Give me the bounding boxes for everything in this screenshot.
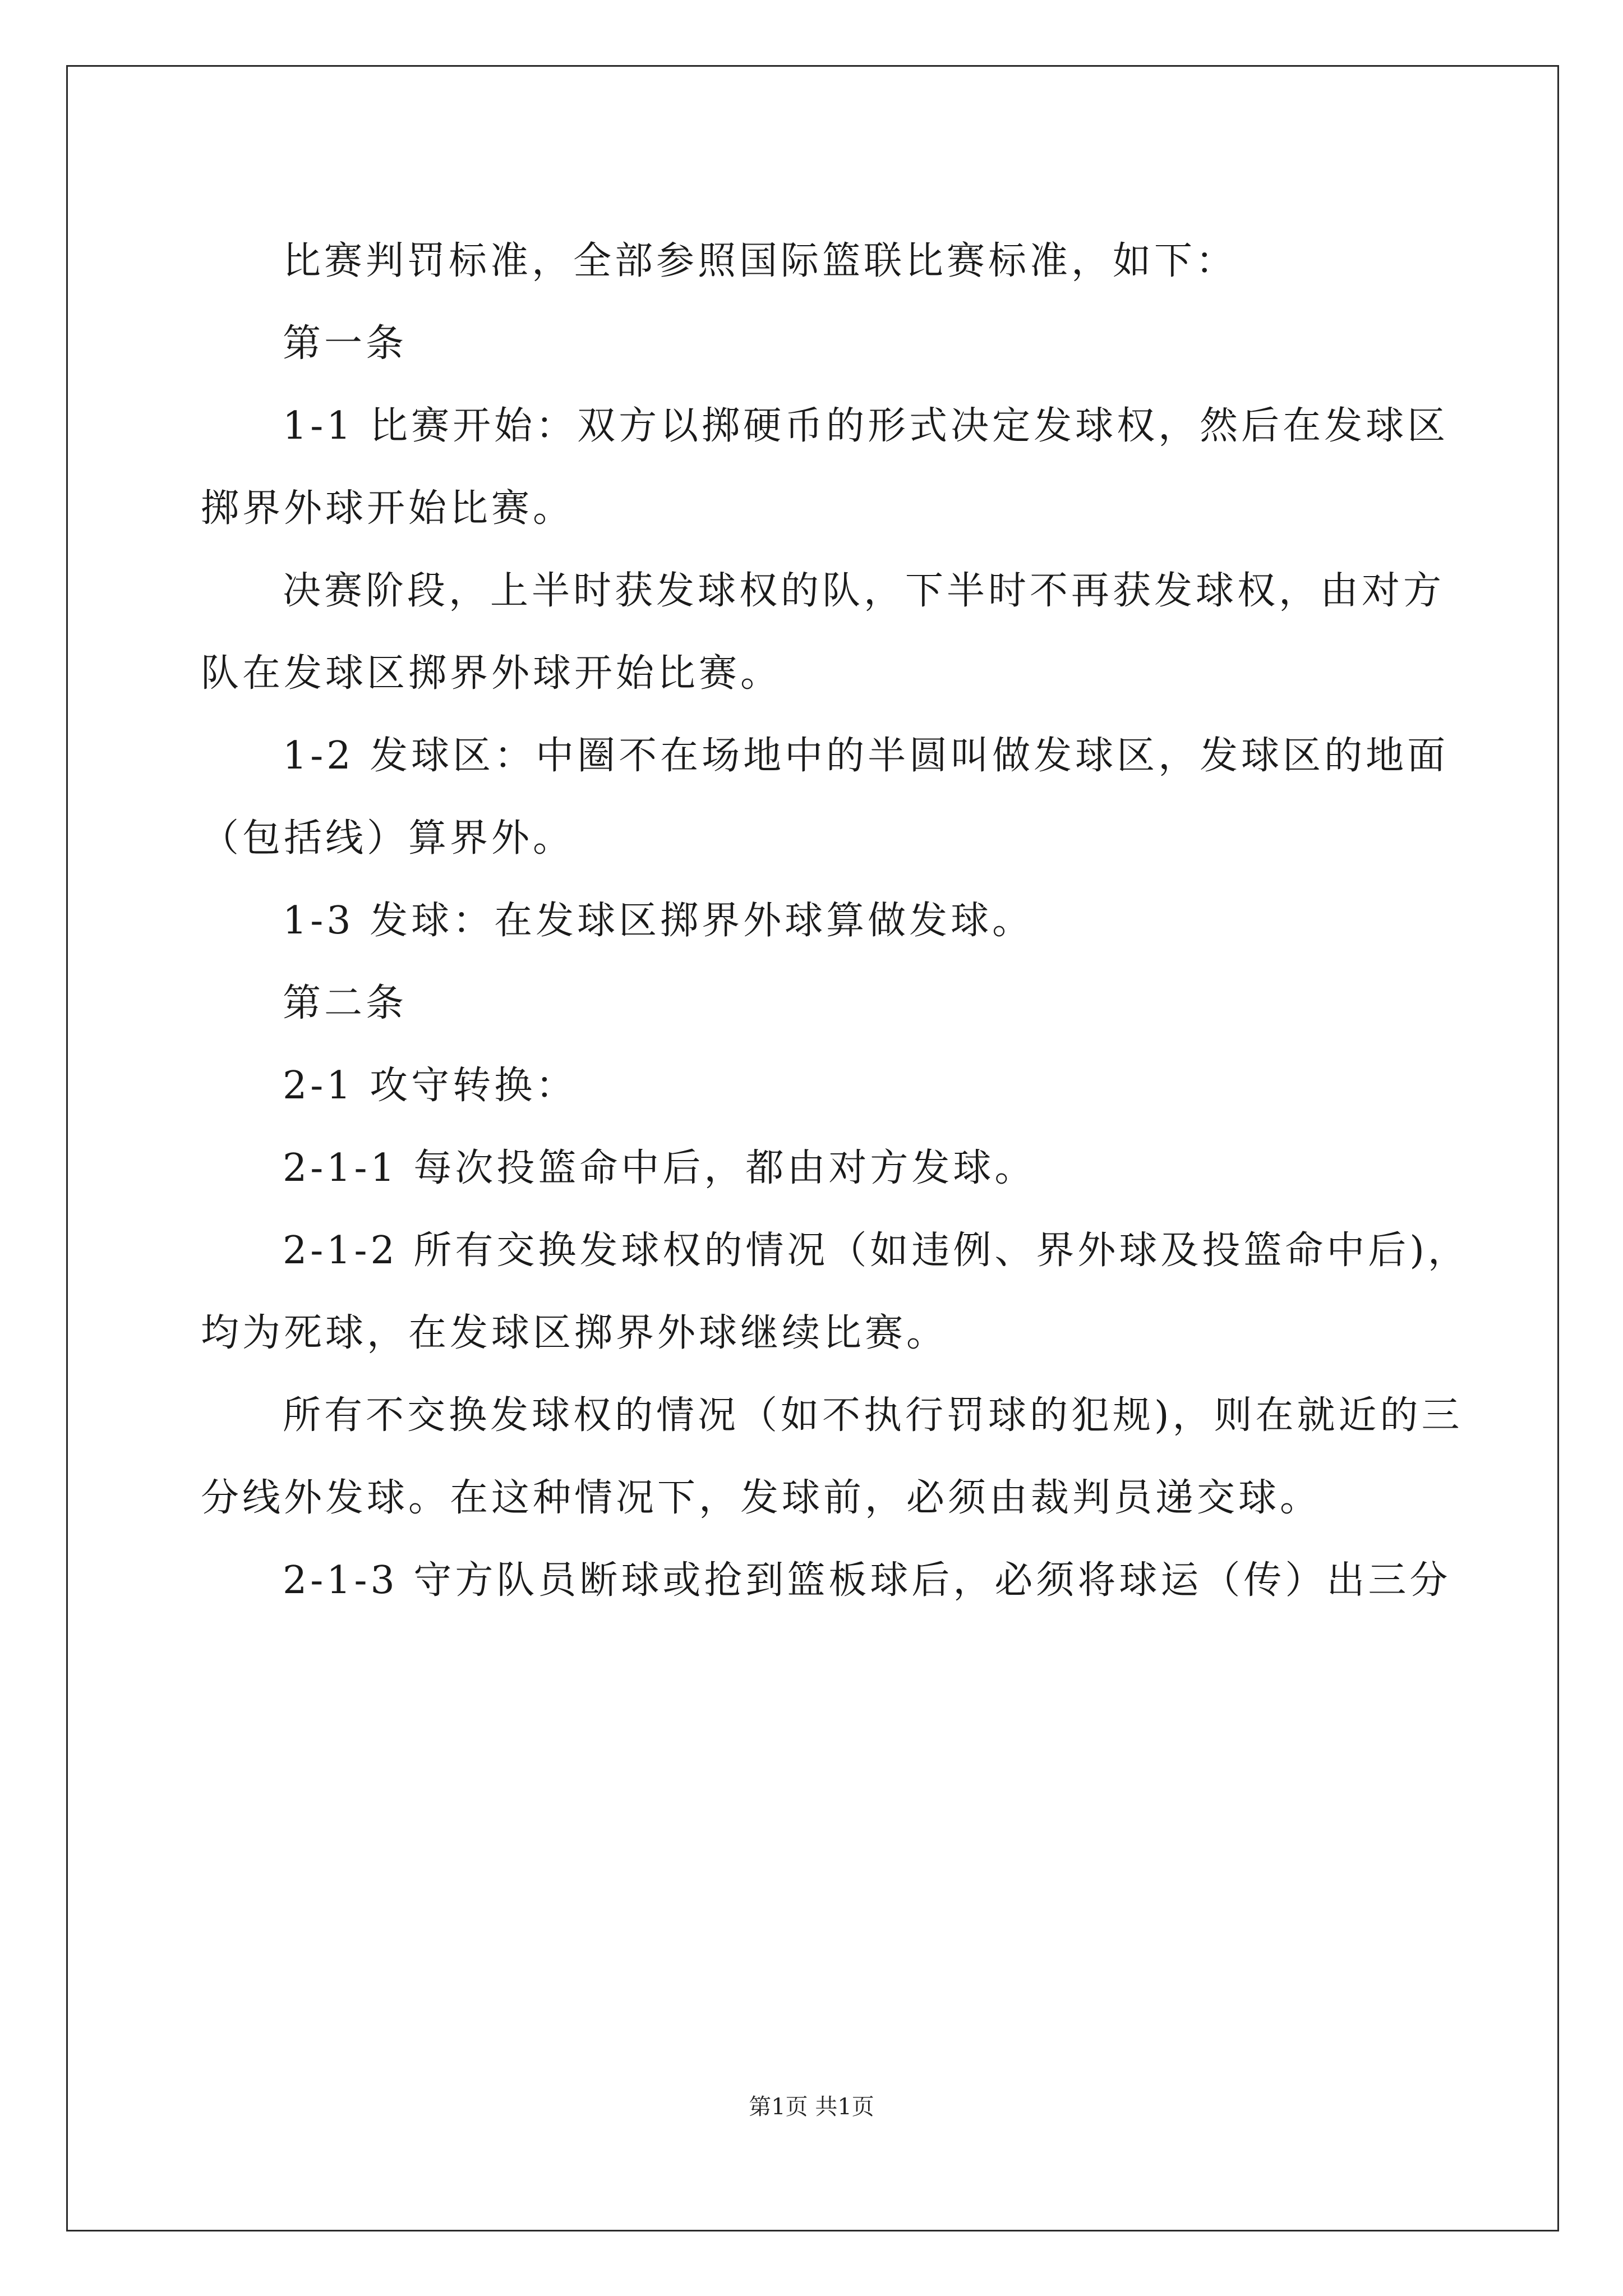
- page-footer: 第1页 共1页: [749, 2094, 874, 2120]
- paragraph-continuation: 分线外发球。在这种情况下，发球前，必须由裁判员递交球。: [201, 1476, 1322, 1520]
- paragraph: 所有不交换发球权的情况（如不执行罚球的犯规)，则在就近的三: [283, 1393, 1463, 1438]
- paragraph: 2-1-2 所有交换发球权的情况（如违例、界外球及投篮命中后)，: [283, 1228, 1469, 1273]
- paragraph: 2-1-1 每次投篮命中后，都由对方发球。: [283, 1146, 1036, 1190]
- paragraph: 1-1 比赛开始：双方以掷硬币的形式决定发球权，然后在发球区: [283, 404, 1449, 448]
- paragraph: 决赛阶段，上半时获发球权的队，下半时不再获发球权，由对方: [283, 569, 1445, 613]
- section-heading: 第一条: [283, 321, 408, 366]
- paragraph: 1-2 发球区：中圈不在场地中的半圆叫做发球区，发球区的地面: [283, 734, 1449, 778]
- paragraph-continuation: （包括线）算界外。: [201, 816, 575, 861]
- document-body: [201, 220, 1469, 1622]
- paragraph: 2-1-3 守方队员断球或抢到篮板球后，必须将球运（传）出三分: [283, 1558, 1451, 1603]
- paragraph-continuation: 掷界外球开始比赛。: [201, 486, 575, 531]
- paragraph: 2-1 攻守转换：: [283, 1064, 578, 1108]
- paragraph: 1-3 发球：在发球区掷界外球算做发球。: [283, 899, 1034, 943]
- paragraph: 比赛判罚标准，全部参照国际篮联比赛标准，如下：: [283, 239, 1238, 283]
- paragraph-continuation: 队在发球区掷界外球开始比赛。: [201, 651, 782, 696]
- section-heading: 第二条: [283, 981, 408, 1025]
- paragraph-continuation: 均为死球，在发球区掷界外球继续比赛。: [201, 1311, 948, 1355]
